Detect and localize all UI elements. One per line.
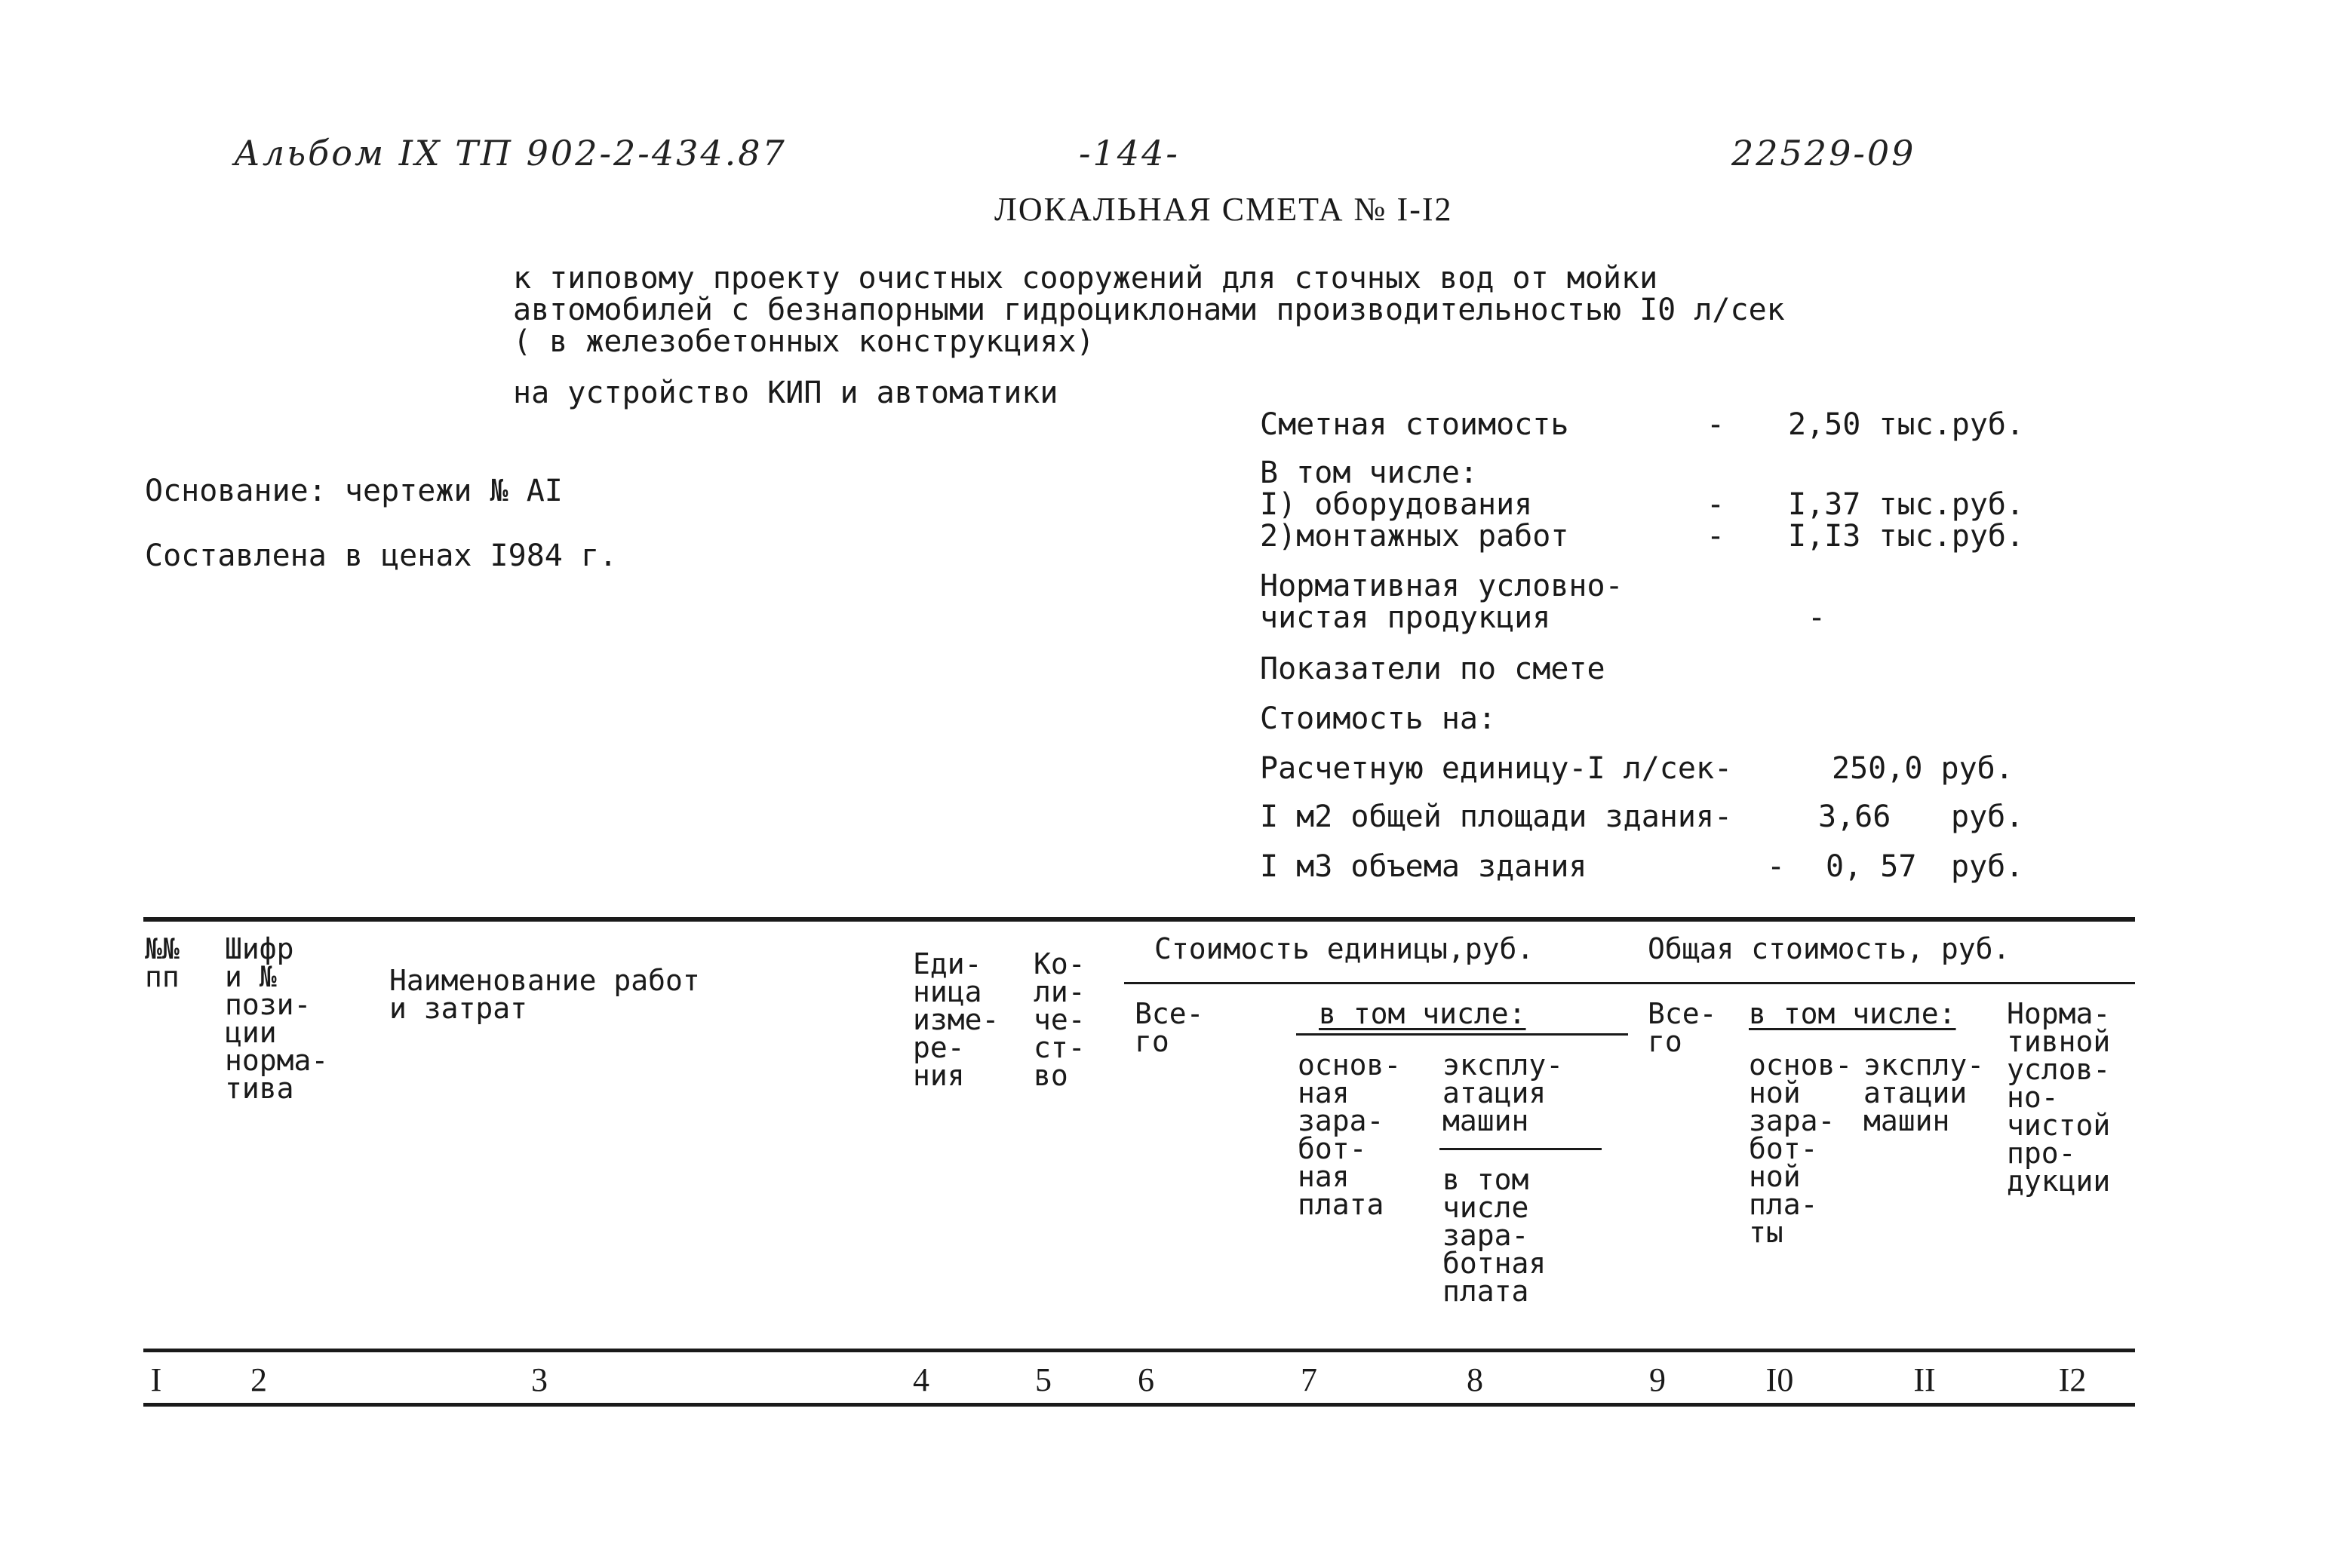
calc-unit-value: 250,0 руб.	[1832, 751, 2014, 786]
installation-value: I,I3 тыс.руб.	[1788, 519, 2025, 554]
unit-incl-rule	[1296, 1033, 1628, 1036]
col-number-5: 5	[1035, 1361, 1052, 1398]
unit-including-header: в том числе:	[1319, 997, 1526, 1030]
col-header-total: Все- го	[1648, 997, 1717, 1058]
col-header-quantity: Ко- ли- че- ст- во	[1034, 947, 1086, 1092]
description-line-2: автомобилей с безнапорными гидроциклонами производительностью I0 л/сек	[513, 293, 1785, 327]
col-header-number: №№ пп	[145, 932, 180, 993]
total-including-header: в том числе:	[1749, 997, 1956, 1030]
volume-label: I м3 объема здания	[1260, 849, 1587, 884]
table-top-rule	[143, 917, 2135, 922]
album-reference: Альбом IX ТП 902-2-434.87	[234, 133, 787, 173]
purpose-line: на устройство КИП и автоматики	[513, 376, 1058, 410]
col-header-normative-product: Норма- тивной услов- но- чистой про- дукции	[2007, 997, 2111, 1198]
col-header-unit: Еди- ница изме- ре- ния	[913, 947, 1000, 1092]
volume-dash: -	[1767, 849, 1786, 884]
col-number-3: 3	[531, 1361, 548, 1398]
col-header-unit-machines: эксплу- атация машин	[1442, 1048, 1564, 1137]
normative-label-2: чистая продукция	[1260, 600, 1551, 635]
installation-dash: -	[1707, 519, 1725, 554]
col-number-9: 9	[1649, 1361, 1666, 1398]
col-number-12: I2	[2058, 1361, 2087, 1398]
numbers-bottom-rule	[143, 1403, 2135, 1407]
col-number-4: 4	[913, 1361, 929, 1398]
col-number-2: 2	[250, 1361, 267, 1398]
volume-value: 0, 57	[1826, 849, 1917, 884]
document-code: 22529-09	[1731, 133, 1916, 173]
normative-label-1: Нормативная условно-	[1260, 569, 1624, 603]
description-line-1: к типовому проекту очистных сооружений для сточных вод от мойки	[513, 261, 1658, 296]
estimated-cost-value: 2,50 тыс.руб.	[1788, 407, 2025, 442]
estimated-cost-dash: -	[1707, 407, 1725, 442]
col-header-total-wages: основ- ной зара- бот- ной пла- ты	[1749, 1048, 1853, 1249]
prices-year-line: Составлена в ценах I984 г.	[145, 539, 618, 573]
equipment-dash: -	[1707, 487, 1725, 522]
col-header-unit-machine-wages: в том числе зара- ботная плата	[1442, 1163, 1547, 1308]
indicators-label: Показатели по смете	[1260, 652, 1605, 686]
header-bottom-rule	[143, 1349, 2135, 1352]
unit-cost-group-header: Стоимость единицы,руб.	[1154, 932, 1535, 965]
normative-value: -	[1808, 600, 1826, 635]
col-number-10: I0	[1765, 1361, 1794, 1398]
col-header-code: Шифр и № пози- ции норма- тива	[225, 932, 329, 1105]
group-header-rule	[1124, 982, 2135, 984]
col-header-unit-wages: основ- ная зара- бот- ная плата	[1298, 1048, 1402, 1221]
area-value: 3,66	[1818, 799, 1891, 834]
area-label: I м2 общей площади здания-	[1260, 799, 1733, 834]
equipment-value: I,37 тыс.руб.	[1788, 487, 2025, 522]
col-header-unit-total: Все- го	[1135, 997, 1204, 1058]
document-title: ЛОКАЛЬНАЯ СМЕТА № I-I2	[994, 191, 1453, 228]
including-label: В том числе:	[1260, 456, 1478, 490]
volume-unit: руб.	[1951, 849, 2024, 884]
installation-label: 2)монтажных работ	[1260, 519, 1569, 554]
col-number-7: 7	[1301, 1361, 1317, 1398]
col-number-1: I	[150, 1361, 162, 1398]
col-header-total-machines: эксплу- атации машин	[1863, 1048, 1985, 1137]
description-line-3: ( в железобетонных конструкциях)	[513, 324, 1095, 359]
basis-line: Основание: чертежи № АI	[145, 474, 563, 508]
equipment-label: I) оборудования	[1260, 487, 1533, 522]
area-unit: руб.	[1951, 799, 2024, 834]
cost-for-label: Стоимость на:	[1260, 701, 1497, 736]
estimated-cost-label: Сметная стоимость	[1260, 407, 1569, 442]
total-cost-group-header: Общая стоимость, руб.	[1648, 932, 2011, 965]
calc-unit-label: Расчетную единицу-I л/сек-	[1260, 751, 1733, 786]
page-number: -144-	[1079, 133, 1180, 173]
col-number-8: 8	[1467, 1361, 1483, 1398]
unit-machines-rule	[1439, 1148, 1602, 1150]
col-number-11: II	[1913, 1361, 1936, 1398]
col-number-6: 6	[1138, 1361, 1154, 1398]
col-header-work-name: Наименование работ и затрат	[389, 964, 700, 1025]
